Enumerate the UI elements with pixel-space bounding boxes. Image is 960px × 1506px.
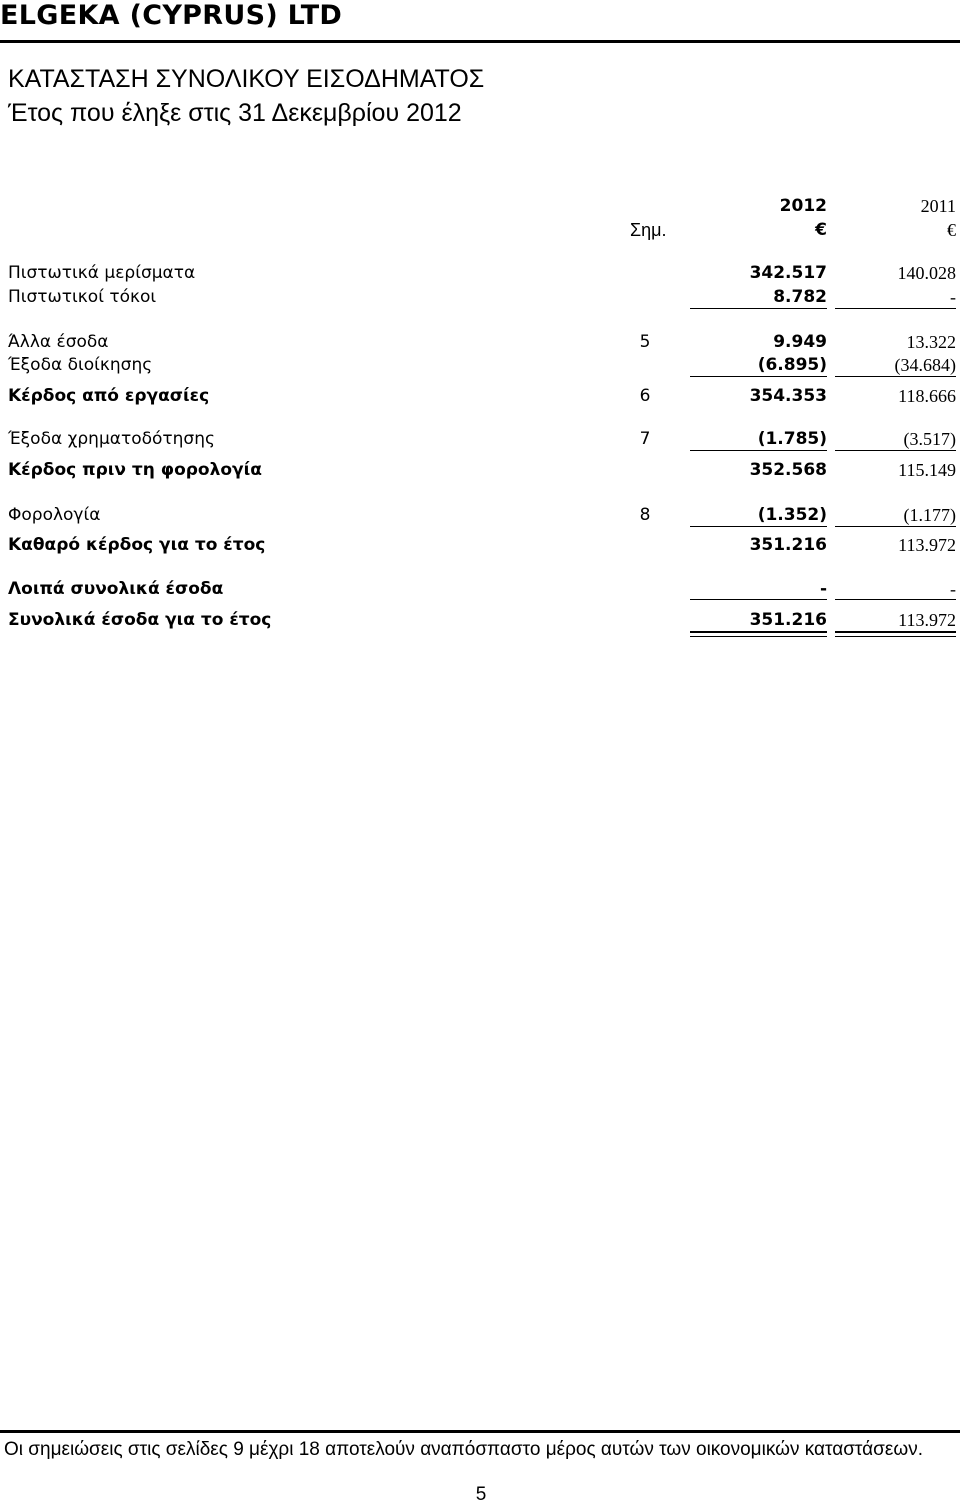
table-row: [0, 263, 960, 285]
row-value-2011: (3.517): [903, 429, 956, 449]
subtotal-rule: [690, 450, 827, 451]
row-value-2011: 115.149: [898, 460, 956, 480]
statement-period: Έτος που έληξε στις 31 Δεκεμβρίου 2012: [8, 99, 462, 127]
row-value-2011: -: [950, 579, 956, 599]
row-value-2011: 113.972: [898, 535, 956, 555]
subtotal-rule: [835, 599, 956, 600]
table-row: [0, 429, 960, 451]
row-note: 6: [639, 386, 651, 406]
row-label: Λοιπά συνολικά έσοδα: [8, 579, 224, 599]
note-column-header: Σημ.: [630, 220, 667, 240]
row-value-2011: 118.666: [898, 386, 956, 406]
subtotal-rule: [690, 526, 827, 527]
row-value-2011: 113.972: [898, 610, 956, 630]
subtotal-rule: [835, 526, 956, 527]
table-row: [0, 535, 960, 557]
row-note: 5: [639, 332, 651, 352]
company-name: ELGEKA (CYPRUS) LTD: [0, 0, 343, 31]
row-note: 7: [639, 429, 651, 449]
statement-title: ΚΑΤΑΣΤΑΣΗ ΣΥΝΟΛΙΚΟΥ ΕΙΣΟΔΗΜΑΤΟΣ: [8, 65, 485, 93]
footnote: Οι σημειώσεις στις σελίδες 9 μέχρι 18 αποτελούν αναπόσπαστο μέρος αυτών των οικονομικών καταστάσεων.: [4, 1439, 923, 1460]
footer-divider: [0, 1430, 960, 1433]
table-row: [0, 287, 960, 309]
header-divider: [0, 40, 960, 43]
row-label: Πιστωτικοί τόκοι: [8, 287, 157, 307]
double-underline: [835, 632, 956, 637]
subtotal-rule: [835, 376, 956, 377]
row-value-2012: 352.568: [749, 460, 827, 480]
page-number: 5: [475, 1484, 487, 1505]
subtotal-rule: [690, 308, 827, 309]
currency-current-header: €: [815, 220, 827, 240]
page-number-container: [0, 1484, 960, 1506]
table-row: [0, 355, 960, 377]
currency-prior-header: €: [947, 220, 956, 240]
row-value-2012: 351.216: [749, 610, 827, 630]
row-label: Πιστωτικά μερίσματα: [8, 263, 196, 283]
year-header-row: [0, 196, 960, 218]
table-row: [0, 386, 960, 408]
row-value-2011: (1.177): [903, 505, 956, 525]
row-value-2012: 8.782: [773, 287, 827, 307]
year-prior-header: 2011: [920, 196, 956, 216]
row-label: Φορολογία: [8, 505, 101, 525]
row-value-2012: 342.517: [749, 263, 827, 283]
year-current-header: 2012: [779, 196, 827, 216]
row-value-2011: -: [950, 287, 956, 307]
table-row: [0, 505, 960, 527]
row-value-2011: 140.028: [897, 263, 956, 283]
row-note: 8: [639, 505, 651, 525]
row-value-2011: (34.684): [894, 355, 956, 375]
row-label: Έξοδα χρηματοδότησης: [8, 429, 215, 449]
row-label: Καθαρό κέρδος για το έτος: [8, 535, 266, 555]
row-label: Κέρδος από εργασίες: [8, 386, 210, 406]
row-value-2012: 9.949: [773, 332, 827, 352]
subtotal-rule: [835, 308, 956, 309]
row-label: Έξοδα διοίκησης: [8, 355, 153, 375]
row-value-2012: (6.895): [757, 355, 827, 375]
subtotal-rule: [835, 450, 956, 451]
row-label: Άλλα έσοδα: [8, 332, 109, 352]
double-underline: [690, 632, 827, 637]
table-row: [0, 610, 960, 632]
row-value-2012: (1.352): [757, 505, 827, 525]
row-value-2011: 13.322: [906, 332, 956, 352]
table-row: [0, 579, 960, 601]
row-value-2012: -: [819, 579, 827, 599]
row-value-2012: 354.353: [749, 386, 827, 406]
table-row: [0, 332, 960, 354]
subtotal-rule: [690, 376, 827, 377]
table-row: [0, 460, 960, 482]
currency-header-row: [0, 220, 960, 242]
row-label: Συνολικά έσοδα για το έτος: [8, 610, 272, 630]
row-value-2012: (1.785): [757, 429, 827, 449]
subtotal-rule: [690, 599, 827, 600]
row-label: Κέρδος πριν τη φορολογία: [8, 460, 262, 480]
row-value-2012: 351.216: [749, 535, 827, 555]
